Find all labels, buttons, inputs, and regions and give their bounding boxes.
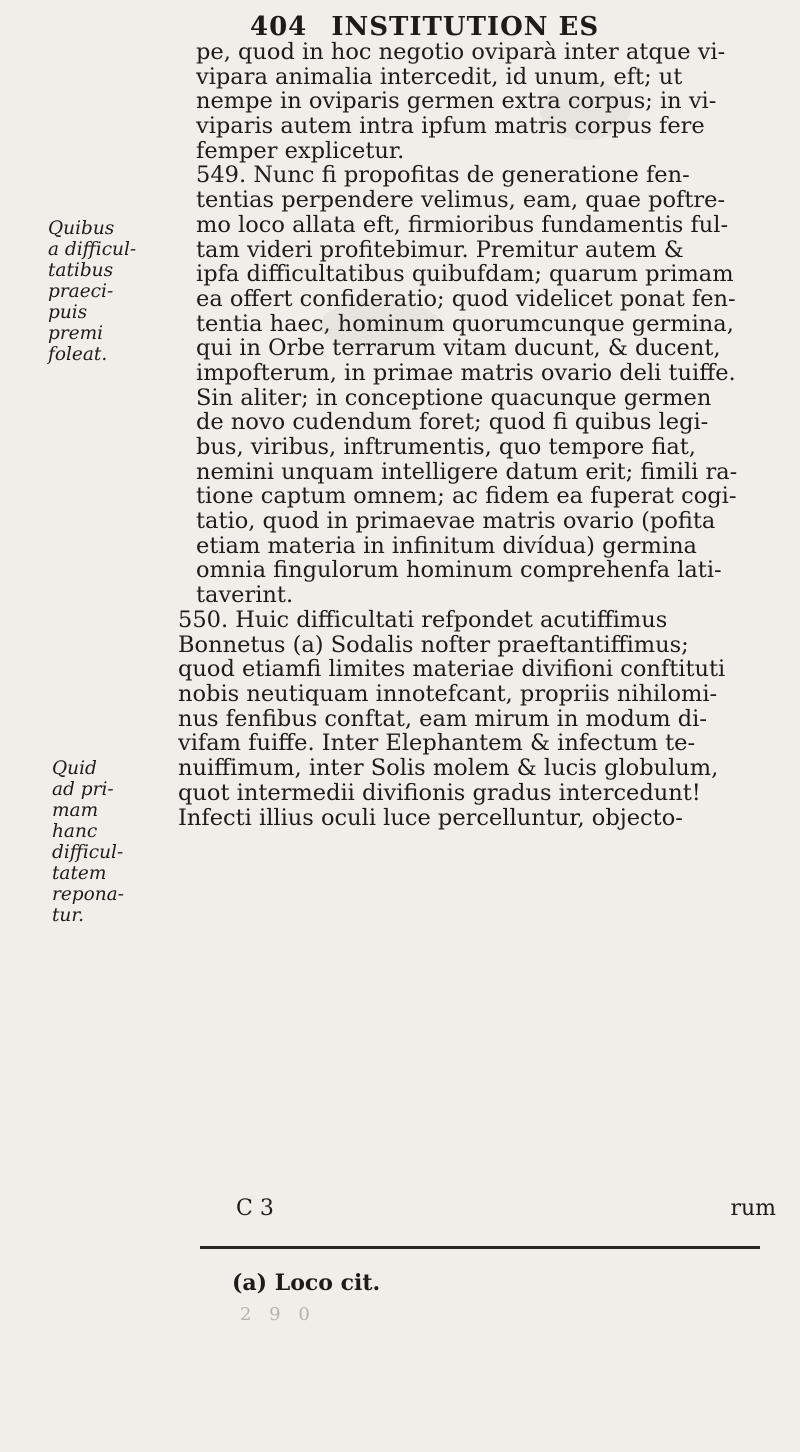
bleed-through-text: 2 9 0 bbox=[240, 1304, 316, 1325]
body-text-block bbox=[178, 608, 778, 830]
catchword: rum bbox=[730, 1196, 776, 1221]
text-line: viparis autem intra ipfum matris corpus fere bbox=[196, 114, 705, 139]
margin-note-line: puis bbox=[48, 302, 88, 323]
text-line: vipara animalia intercedit, id unum, eft; ut bbox=[196, 64, 683, 90]
text-line: tam videri profitebimur. Premitur autem & bbox=[196, 237, 684, 263]
text-line: tione captum omnem; ac fidem ea fuperat cogi- bbox=[196, 484, 737, 510]
text-line: quot intermedii divifionis gradus intercedunt! bbox=[178, 780, 701, 806]
margin-note-line: mam bbox=[52, 800, 99, 821]
margin-note-line: hanc bbox=[52, 821, 98, 842]
text-line: quod etiamfi limites materiae divifioni conftituti bbox=[178, 657, 726, 683]
text-line: qui in Orbe terrarum vitam ducunt, & ducent, bbox=[196, 336, 721, 361]
text-line: impofterum, in primae matris ovario deli tuiffe. bbox=[196, 360, 736, 386]
footnote-rule bbox=[200, 1246, 760, 1249]
text-line: tentia haec, hominum quorumcunque germina, bbox=[196, 311, 734, 337]
text-line: etiam materia in infinitum divídua) germina bbox=[196, 533, 697, 559]
printer-signature: C 3 bbox=[236, 1196, 274, 1221]
margin-note-line: repona- bbox=[52, 884, 124, 905]
text-line: nuiffimum, inter Solis molem & lucis globulum, bbox=[178, 756, 719, 781]
text-line: taverint. bbox=[196, 583, 294, 608]
text-line: nobis neutiquam innotefcant, propriis nihilomi- bbox=[178, 682, 718, 707]
margin-note-line: Quibus bbox=[48, 218, 115, 239]
margin-note bbox=[52, 758, 182, 926]
text-line: ipfa difficultatibus quibufdam; quarum primam bbox=[196, 262, 734, 287]
text-line: Sin aliter; in conceptione quacunque germen bbox=[196, 385, 712, 411]
text-line: femper explicetur. bbox=[196, 138, 405, 164]
footnote: (a) Loco cit. bbox=[232, 1270, 381, 1296]
text-line: vifam fuiffe. Inter Elephantem & infectum te- bbox=[178, 731, 696, 757]
text-line: pe, quod in hoc negotio oviparà inter atque vi- bbox=[196, 40, 726, 65]
text-line: nus fenfibus conftat, eam mirum in modum di- bbox=[178, 706, 707, 732]
text-line: tatio, quod in primaevae matris ovario (pofita bbox=[196, 509, 716, 534]
text-line: omnia fingulorum hominum comprehenfa lati- bbox=[196, 558, 722, 584]
page-number: 404 bbox=[250, 12, 308, 42]
text-line: Bonnetus (a) Sodalis nofter praeftantiffimus; bbox=[178, 632, 689, 658]
margin-note-line: tur. bbox=[52, 905, 85, 926]
text-line: tentias perpendere velimus, eam, quae poftre- bbox=[196, 188, 726, 213]
margin-note-line: ad pri- bbox=[52, 779, 114, 800]
margin-note-line: premi bbox=[48, 323, 104, 344]
margin-note-line: tatibus bbox=[48, 260, 114, 281]
text-line: mo loco allata eft, firmioribus fundamentis ful- bbox=[196, 212, 729, 238]
text-line: de novo cudendum foret; quod fi quibus legi- bbox=[196, 410, 709, 435]
margin-note-line: difficul- bbox=[52, 842, 124, 863]
margin-note-line: foleat. bbox=[48, 344, 108, 365]
text-line: nemini unquam intelligere datum erit; fimili ra- bbox=[196, 459, 738, 485]
running-header bbox=[250, 12, 599, 42]
text-line: Infecti illius oculi luce percelluntur, objecto- bbox=[178, 805, 683, 831]
margin-note bbox=[48, 218, 178, 365]
margin-note-line: tatem bbox=[52, 863, 107, 884]
signature-line bbox=[236, 1196, 776, 1221]
body-text-block bbox=[196, 40, 776, 608]
text-line: bus, viribus, inftrumentis, quo tempore fiat, bbox=[196, 435, 696, 460]
margin-note-line: a difficul- bbox=[48, 239, 137, 260]
text-line: ea offert confideratio; quod videlicet ponat fen- bbox=[196, 286, 736, 312]
text-line: 549. Nunc fi propofitas de generatione fen- bbox=[196, 163, 690, 189]
text-line: 550. Huic difficultati refpondet acutiffimus bbox=[178, 608, 668, 633]
margin-note-line: praeci- bbox=[48, 281, 114, 302]
text-line: nempe in oviparis germen extra corpus; in vi- bbox=[196, 89, 717, 115]
margin-note-line: Quid bbox=[52, 758, 97, 779]
running-title: INSTITUTION ES bbox=[331, 12, 600, 42]
